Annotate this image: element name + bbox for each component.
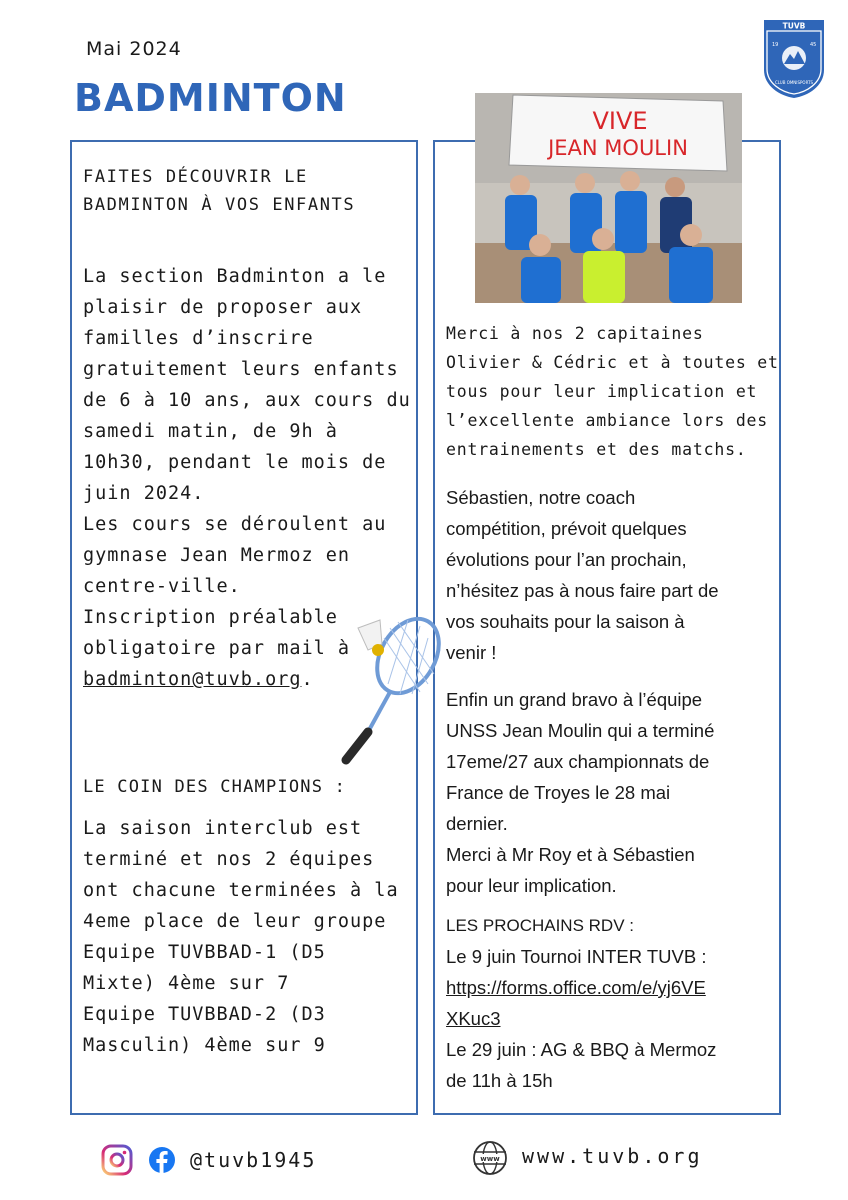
logo-years-left: 19 [772, 42, 779, 48]
tournament-form-link[interactable]: https://forms.office.com/e/yj6VE [446, 977, 706, 998]
text-line: Merci à Mr Roy et à Sébastien [446, 844, 695, 865]
text-line: n’hésitez pas à nous faire part de [446, 580, 719, 601]
text-line: Inscription préalable [83, 607, 338, 628]
coach-paragraph [446, 482, 776, 668]
intro-heading-line: FAITES DÉCOUVRIR LE [83, 167, 308, 187]
text-line: évolutions pour l’an prochain, [446, 549, 687, 570]
logo-caption: CLUB OMNISPORTS [774, 80, 814, 85]
text-line: entrainements et des matchs. [446, 440, 747, 459]
text-line: l’excellente ambiance lors des [446, 411, 769, 430]
text-line: venir ! [446, 642, 497, 663]
text-line: Equipe TUVBBAD-2 (D3 [83, 1004, 326, 1025]
text-line: France de Troyes le 28 mai [446, 782, 671, 803]
banner-line1: VIVE [592, 107, 648, 135]
text-line: La section Badminton a le [83, 266, 387, 287]
text-line: familles d’inscrire [83, 328, 314, 349]
banner-line2: JEAN MOULIN [548, 136, 688, 160]
text-line: samedi matin, de 9h à [83, 421, 338, 442]
text-line: La saison interclub est [83, 818, 363, 839]
upcoming-heading: LES PROCHAINS RDV : [446, 916, 634, 935]
email-suffix: . [301, 669, 314, 690]
logo-text: TUVB [782, 21, 806, 31]
text-line: pour leur implication. [446, 875, 617, 896]
text-line: Masculin) 4ème sur 9 [83, 1035, 326, 1056]
champions-heading: LE COIN DES CHAMPIONS : [83, 777, 347, 797]
text-line: vos souhaits pour la saison à [446, 611, 685, 632]
club-logo [762, 18, 826, 100]
event-tournament: Le 9 juin Tournoi INTER TUVB : [446, 946, 707, 967]
website-link[interactable]: www.tuvb.org [522, 1144, 703, 1168]
tournament-form-link-cont[interactable]: XKuc3 [446, 1008, 501, 1029]
intro-heading-line: BADMINTON À VOS ENFANTS [83, 195, 356, 215]
text-line: terminé et nos 2 équipes [83, 849, 375, 870]
text-line: dernier. [446, 813, 508, 834]
text-line: UNSS Jean Moulin qui a terminé [446, 720, 715, 741]
unss-paragraph [446, 684, 776, 901]
text-line: ont chacune terminées à la [83, 880, 399, 901]
text-line: gratuitement leurs enfants [83, 359, 399, 380]
text-line: 4eme place de leur groupe [83, 911, 387, 932]
text-line: Enfin un grand bravo à l’équipe [446, 689, 703, 710]
text-line: Olivier & Cédric et à toutes et [446, 353, 779, 372]
page-title: BADMINTON [74, 76, 347, 120]
issue-date: Mai 2024 [86, 38, 182, 60]
text-line: Mixte) 4ème sur 7 [83, 973, 290, 994]
logo-years-right: 45 [810, 42, 817, 48]
text-line: 17eme/27 aux championnats de [446, 751, 710, 772]
thanks-captains-paragraph [446, 319, 779, 464]
text-line: compétition, prévoit quelques [446, 518, 687, 539]
text-line: de 6 à 10 ans, aux cours du [83, 390, 411, 411]
text-line: tous pour leur implication et [446, 382, 758, 401]
event-ag-bbq: Le 29 juin : AG & BBQ à Mermoz [446, 1039, 717, 1060]
globe-label: www [480, 1155, 500, 1163]
facebook-icon[interactable] [148, 1146, 176, 1174]
text-line: plaisir de proposer aux [83, 297, 363, 318]
social-handle[interactable]: @tuvb1945 [190, 1148, 317, 1172]
text-line: Sébastien, notre coach [446, 487, 636, 508]
team-photo [475, 93, 742, 303]
globe-icon [472, 1140, 508, 1176]
intro-heading [83, 163, 413, 219]
event-ag-bbq-time: de 11h à 15h [446, 1070, 553, 1091]
badminton-racket-icon [328, 608, 446, 768]
instagram-icon[interactable] [101, 1144, 133, 1176]
champions-paragraph [83, 813, 413, 1061]
text-line: 10h30, pendant le mois de [83, 452, 387, 473]
email-link[interactable]: badminton@tuvb.org [83, 669, 302, 690]
text-line: juin 2024. [83, 483, 205, 504]
upcoming-events [446, 910, 776, 1096]
text-line: Les cours se déroulent au [83, 514, 387, 535]
text-line: Equipe TUVBBAD-1 (D5 [83, 942, 326, 963]
text-line: gymnase Jean Mermoz en [83, 545, 351, 566]
text-line: centre-ville. [83, 576, 241, 597]
text-line: Merci à nos 2 capitaines [446, 324, 704, 343]
text-line: obligatoire par mail à [83, 638, 351, 659]
